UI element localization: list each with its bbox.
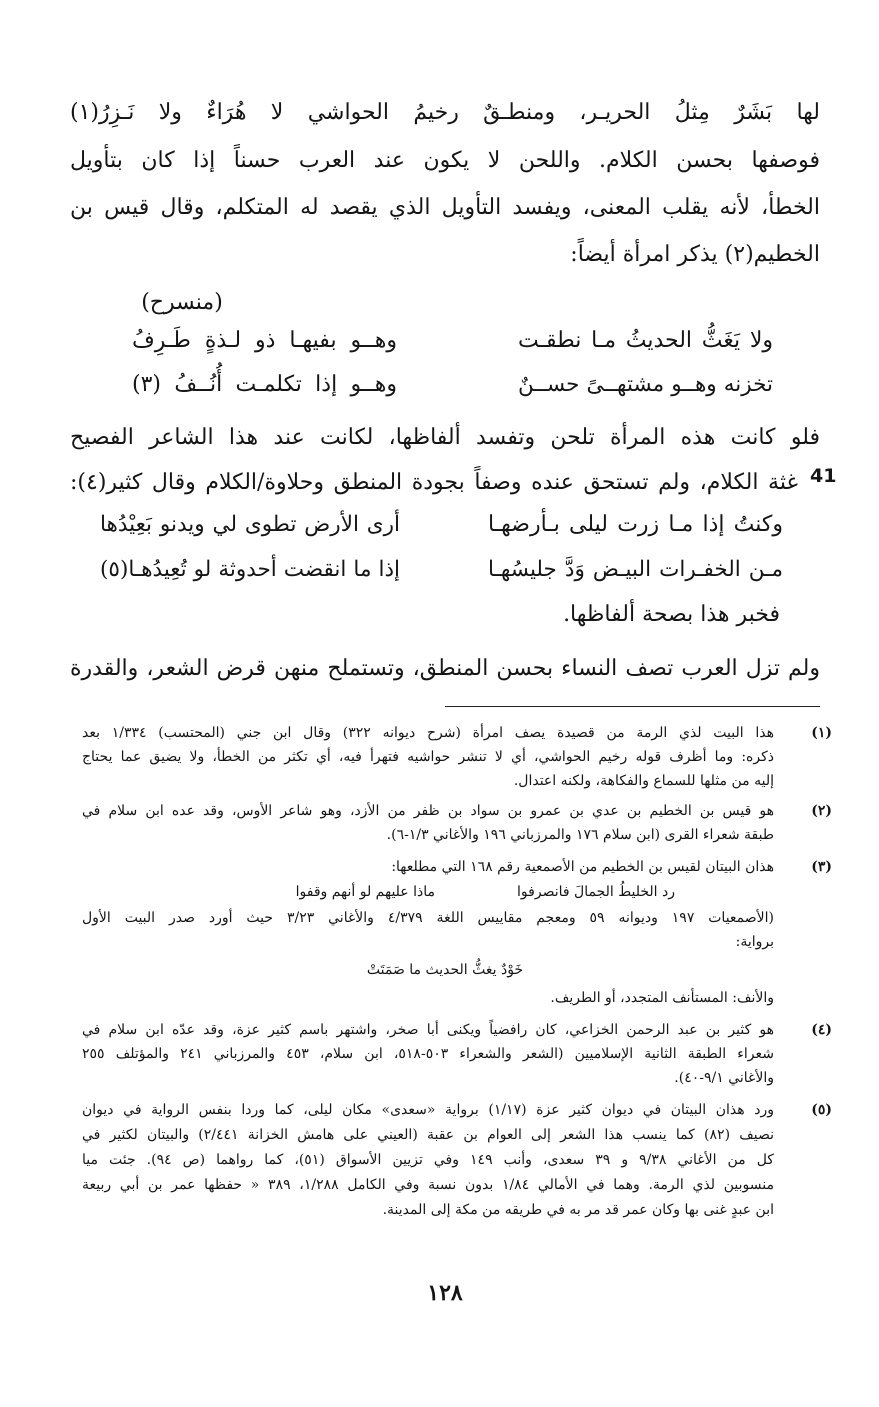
main-line-5: فلو كانت هذه المرأة تلحن وتفسد ألفاظها، لكانت عند هذا الشاعر الفصيح (70, 425, 820, 450)
main-line-3: الخطأ، لأنه يقلب المعنى، ويفسد التأويل الذي يقصد له المتكلم، وقال قيس بن (70, 195, 820, 220)
footnote-3-verse-second: ماذا عليهم لو أنهم وقفوا (295, 884, 435, 900)
main-line-4: الخطيم(٢) يذكر امرأة أيضاً: (570, 242, 820, 267)
footnote-5-line-3: كل من الأغاني ٩/٣٨ و ٣٩ سعدى، وأنب ١٤٩ وفي تزيين الأسواق (٥١)، كما رواهما (ص ٩٤). جئت ميا (82, 1152, 774, 1168)
footnote-2-line-1: هو قيس بن الخطيم بن عدي بن عمرو بن سواد بن ظفر من الأزد، وهو شاعر الأوس، وقد عده ابن سلام في (82, 803, 774, 819)
verse-1-second-hemistich: وهــو بفيهـا ذو لـذةٍ طَـرِفُ (132, 328, 397, 353)
footnote-4-line-1: هو كثير بن عبد الرحمن الخزاعي، كان رافضياً ويكنى أبا صخر، واشتهر باسم كثير عزة، وقد عدّه ابن سلام في (82, 1022, 774, 1038)
footnote-2-line-2: طبقة شعراء القرى (ابن سلام ١٧٦ والمرزباني ١٩٦ والأغاني ١/٣-٦). (386, 827, 774, 843)
margin-page-reference: 41 (810, 465, 837, 487)
page-number: ١٢٨ (427, 1280, 463, 1306)
main-line-2: فوصفها بحسن الكلام. واللحن لا يكون عند العرب حسناً إذا كان بتأويل (70, 148, 820, 173)
footnote-5-line-4: منسوبين لذي الرمة. وهما في الأمالي ١/٨٤ بدون نسبة وفي الكامل ١/٢٨٨، ٣٨٩ « حفظها عمر بن أبي ربيعة (82, 1177, 775, 1193)
footnote-3-line-1: (الأصمعيات ١٩٧ وديوانه ٥٩ ومعجم مقاييس اللغة ٤/٣٧٩ والأغاني ٣/٢٣ حيث أورد صدر البيت الأول (82, 910, 774, 926)
verse-3-second-hemistich: أرى الأرض تطوى لي ويدنو بَعِيْدُها (100, 512, 400, 537)
footnote-3-intro: هذان البيتان لقيس بن الخطيم من الأصمعية رقم ١٦٨ التي مطلعها: (391, 859, 774, 875)
footnote-1-number: (١) (811, 725, 832, 741)
footnote-3-verse-first: رد الخليطُ الجمالَ فانصرفوا (517, 884, 675, 900)
footnote-5-line-2: نصيف (٨٢) كما ينسب هذا الشعر إلى العوام بن عقبة (العيني على هامش الخزانة ٢/٤٤١) والبيتان لكثير في (82, 1127, 775, 1143)
main-line-6: غثة الكلام، ولم تستحق عنده وصفاً بجودة المنطق وحلاوة/الكلام وقال كثير(٤): (70, 470, 798, 495)
footnote-3-number: (٣) (811, 859, 832, 875)
footnote-2-number: (٢) (811, 803, 832, 819)
footnote-4-line-2: شعراء الطبقة الثانية الإسلاميين (الشعر والشعراء ٥٠٣-٥١٨، ابن سلام، ٤٥٣ والمرزباني ٢٤١ والمؤتلف ٢٥٥ (82, 1046, 774, 1062)
footnote-5-line-5: ابن عبدٍ غنى بها وكان عمر قد مر به في طريقه من مكة إلى المدينة. (382, 1202, 774, 1218)
footnote-separator (445, 706, 820, 707)
footnote-1-line-2: ذكره: وما أظرف قوله رخيم الحواشي، أي لا تنشر حواشيه فتهرأ فيه، أي تكثر من الخطأ، ولا يضيق عما يحتاج (82, 749, 774, 765)
footnote-3-riwaya: خَوْدٌ يغثُّ الحديث ما صَمَتَتْ (366, 962, 524, 978)
footnote-1-line-1: هذا البيت لذي الرمة من قصيدة يصف امرأة (شرح ديوانه ٣٢٢) وقال ابن جني (المحتسب) ١/٣٣٤ بعد (82, 725, 775, 741)
main-line-8: ولم تزل العرب تصف النساء بحسن المنطق، وتستملح منهن قرض الشعر، والقدرة (70, 656, 820, 681)
main-line-1: لها بَشَرٌ مِثلُ الحريـر، ومنطـقٌ رخيمُ الحواشي لا هُرَاءٌ ولا نَـزِرُ(١) (70, 100, 820, 125)
verse-1-first-hemistich: ولا يَغَثُّ الحديثُ مـا نطقـت (518, 328, 773, 353)
meter-label: (منسرح) (141, 290, 223, 315)
footnote-3-closing: والأنف: المستأنف المتجدد، أو الطريف. (550, 990, 774, 1006)
main-line-7: فخبر هذا بصحة ألفاظها. (563, 602, 780, 627)
verse-4-first-hemistich: مـن الخفـرات البيـض وَدَّ جليسُهـا (488, 557, 783, 582)
footnote-5-number: (٥) (811, 1102, 832, 1118)
footnote-4-line-3: والأغاني ٩/١-٤٠). (674, 1070, 774, 1086)
footnote-5-line-1: ورد هذان البيتان في ديوان كثير عزة (١/١٧) برواية «سعدى» مكان ليلى، كما وردا بنفس الرواية في ديوان (82, 1102, 775, 1118)
verse-4-second-hemistich: إذا ما انقضت أحدوثة لو تُعِيدُهـا(٥) (100, 557, 400, 582)
verse-2-first-hemistich: تخزنه وهــو مشتهــىً حســنٌ (518, 372, 773, 397)
footnote-1-line-3: إليه من مثلها للسماع والفكاهة، ولكنه اعتدال. (513, 773, 774, 789)
verse-3-first-hemistich: وكنتُ إذا مـا زرت ليلى بـأرضهـا (488, 512, 783, 537)
footnote-3-line-2: برواية: (735, 934, 774, 950)
footnote-4-number: (٤) (811, 1022, 832, 1038)
verse-2-second-hemistich: وهــو إذا تكلمـت أُنُــفُ (٣) (132, 372, 397, 397)
